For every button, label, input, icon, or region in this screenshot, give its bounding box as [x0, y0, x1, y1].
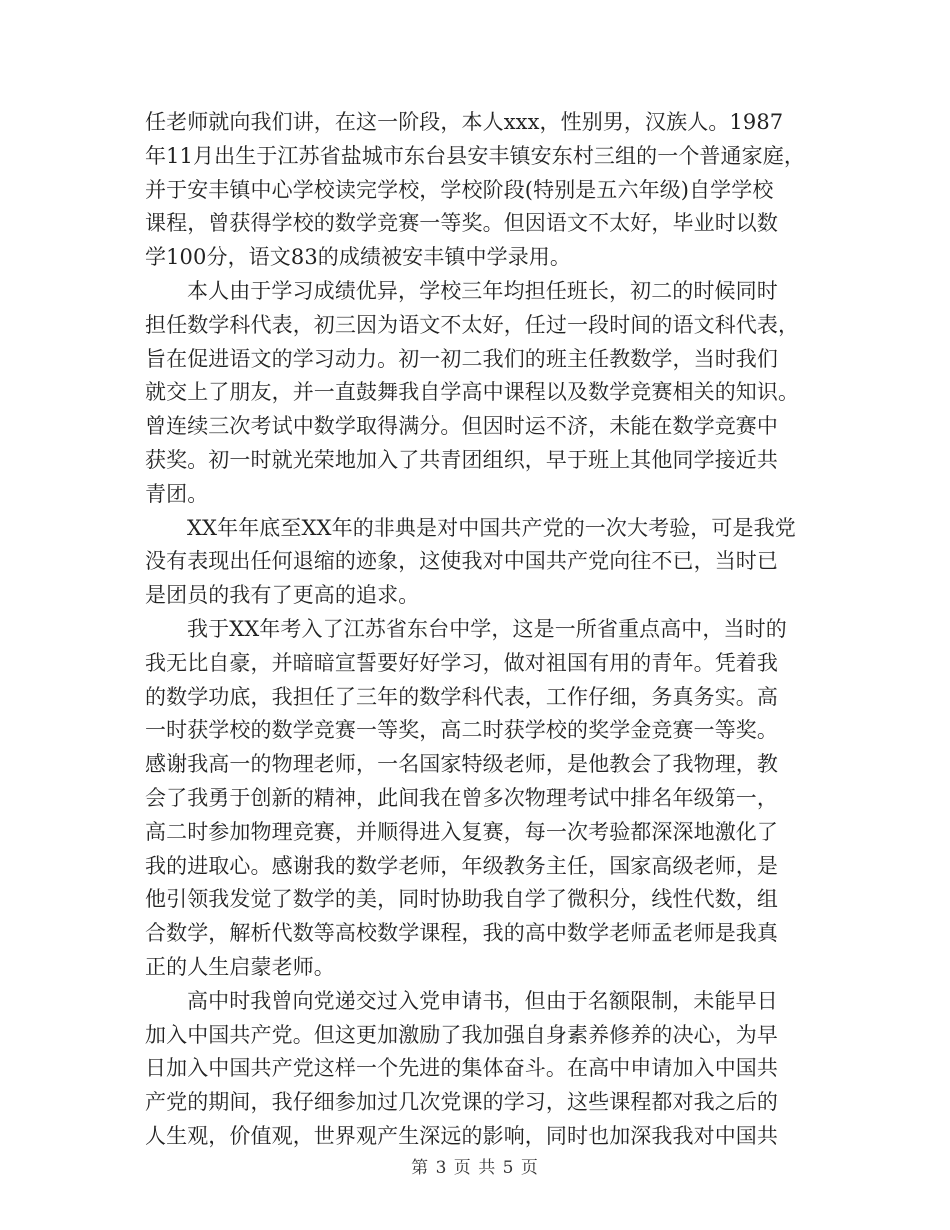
paragraph-1 — [145, 106, 815, 275]
text-line: 我的进取心。感谢我的数学老师，年级教务主任，国家高级老师，是 — [145, 853, 778, 878]
text-line: 并于安丰镇中心学校读完学校，学校阶段(特别是五六年级)自学学校 — [145, 177, 774, 202]
text-line: 旨在促进语文的学习动力。初一初二我们的班主任教数学，当时我们 — [145, 346, 778, 371]
text-line: 我无比自豪，并暗暗宣誓要好好学习，做对祖国有用的青年。凭着我 — [145, 650, 778, 675]
text-line: 合数学，解析代数等高校数学课程，我的高中数学老师孟老师是我真 — [145, 921, 778, 946]
text-line: 他引领我发觉了数学的美，同时协助我自学了微积分，线性代数，组 — [145, 887, 778, 912]
text-line: 没有表现出任何退缩的迹象，这使我对中国共产党向往不已，当时已 — [145, 549, 778, 574]
text-line: 课程，曾获得学校的数学竞赛一等奖。但因语文不太好，毕业时以数 — [145, 211, 778, 236]
text-line: 人生观，价值观，世界观产生深远的影响，同时也加深我我对中国共 — [145, 1123, 778, 1148]
text-line: 任老师就向我们讲，在这一阶段，本人xxx，性别男，汉族人。1987 — [145, 110, 784, 134]
text-line: 高二时参加物理竞赛，并顺得进入复赛，每一次考验都深深地激化了 — [145, 819, 778, 844]
text-line: 一时获学校的数学竞赛一等奖，高二时获学校的奖学金竞赛一等奖。 — [145, 718, 778, 743]
document-body — [145, 106, 815, 1154]
text-line: 学100分，语文83的成绩被安丰镇中学录用。 — [145, 245, 572, 270]
text-line: 曾连续三次考试中数学取得满分。但因时运不济，未能在数学竞赛中 — [145, 414, 778, 439]
text-line: 获奖。初一时就光荣地加入了共青团组织，早于班上其他同学接近共 — [145, 447, 778, 472]
text-line: 是团员的我有了更高的追求。 — [145, 583, 420, 608]
text-line: 会了我勇于创新的精神，此间我在曾多次物理考试中排名年级第一， — [145, 785, 778, 810]
page-number-footer: 第 3 页 共 5 页 — [411, 1158, 539, 1178]
text-line: 本人由于学习成绩优异，学校三年均担任班长，初二的时候同时 — [187, 278, 778, 303]
text-line: 产党的期间，我仔细参加过几次党课的学习，这些课程都对我之后的 — [145, 1090, 778, 1115]
text-line: 我于XX年考入了江苏省东台中学，这是一所省重点高中，当时的 — [187, 616, 787, 641]
paragraph-5 — [145, 985, 815, 1154]
paragraph-4 — [145, 613, 815, 985]
text-line: 年11月出生于江苏省盐城市东台县安丰镇安东村三组的一个普通家庭， — [145, 143, 805, 168]
text-line: 担任数学科代表，初三因为语文不太好，任过一段时间的语文科代表， — [145, 312, 800, 337]
paragraph-2 — [145, 275, 815, 512]
text-line: 感谢我高一的物理老师，一名国家特级老师，是他教会了我物理，教 — [145, 752, 778, 777]
text-line: 加入中国共产党。但这更加激励了我加强自身素养修养的决心，为早 — [145, 1022, 778, 1047]
text-line: 日加入中国共产党这样一个先进的集体奋斗。在高中申请加入中国共 — [145, 1056, 778, 1081]
text-line: XX年年底至XX年的非典是对中国共产党的一次大考验，可是我党 — [187, 515, 796, 540]
text-line: 的数学功底，我担任了三年的数学科代表，工作仔细，务真务实。高 — [145, 684, 778, 709]
text-line: 就交上了朋友，并一直鼓舞我自学高中课程以及数学竞赛相关的知识。 — [145, 380, 800, 405]
text-line: 高中时我曾向党递交过入党申请书，但由于名额限制，未能早日 — [187, 988, 778, 1013]
paragraph-3 — [145, 512, 815, 613]
text-line: 青团。 — [145, 481, 209, 506]
text-line: 正的人生启蒙老师。 — [145, 954, 335, 979]
